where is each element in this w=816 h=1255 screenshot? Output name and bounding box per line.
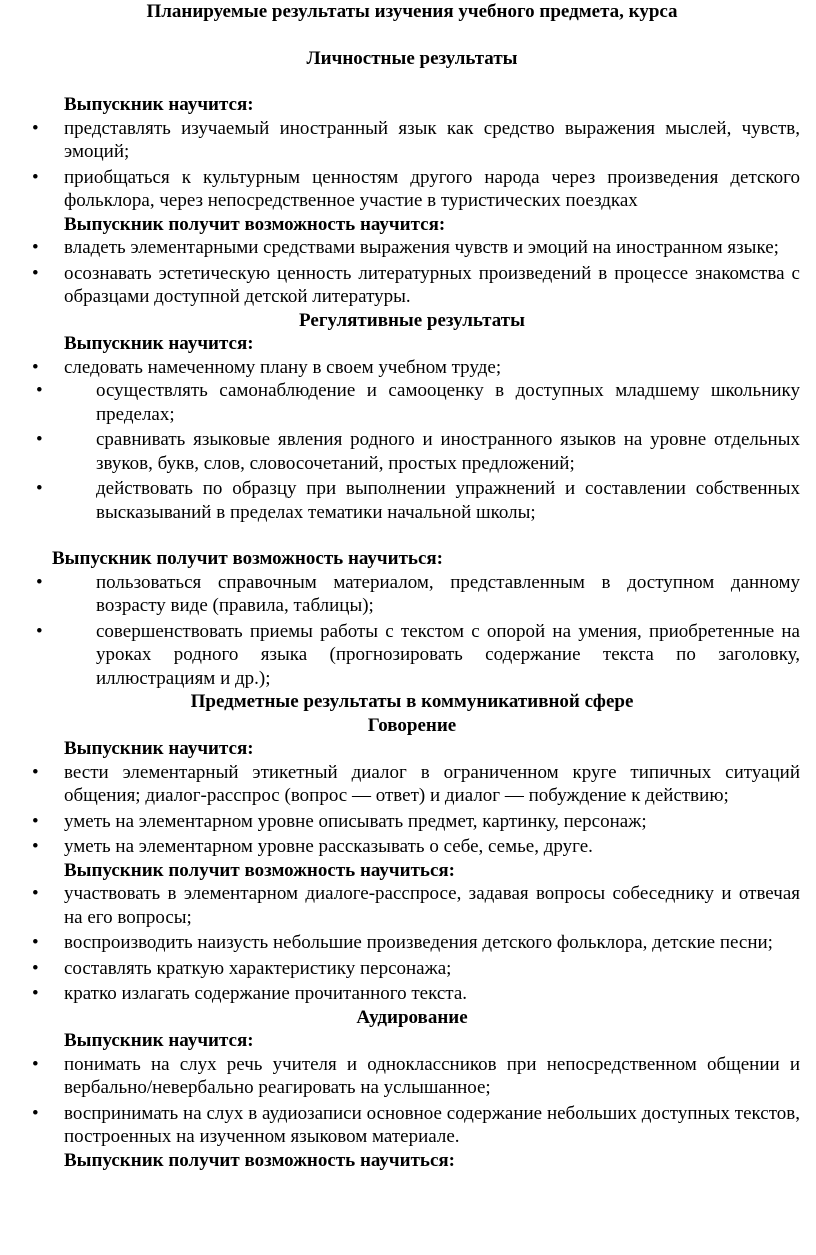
- list-item: • представлять изучаемый иностранный язык как средство выражения мыслей, чувств, эмоций;: [24, 117, 800, 164]
- list-item: • действовать по образцу при выполнении упражнений и составлении собственных высказываний в пределах тематики начальной школы;: [24, 477, 800, 524]
- list-item: • осуществлять самонаблюдение и самооценку в доступных младшему школьнику пределах;: [24, 379, 800, 426]
- list-item: • совершенствовать приемы работы с текстом с опорой на умения, приобретенные на уроках родного языка (прогнозировать содержание текста по заголовку, иллюстрациям и др.);: [24, 620, 800, 691]
- document-title: Планируемые результаты изучения учебного предмета, курса: [146, 1, 678, 22]
- bullet-icon: •: [32, 883, 39, 904]
- bullet-icon: •: [32, 836, 39, 857]
- speaking-learn-heading: Выпускник научится:: [64, 738, 254, 759]
- bullet-icon: •: [32, 262, 39, 284]
- bullet-icon: •: [36, 620, 43, 642]
- list-item: • пользоваться справочным материалом, представленным в доступном данному возрасту виде (правила, таблицы);: [24, 571, 800, 618]
- list-item: • уметь на элементарном уровне описывать предмет, картинку, персонаж;: [24, 810, 800, 834]
- list-item: • воспринимать на слух в аудиозаписи основное содержание небольших доступных текстов, построенных на изученном языковом материале.: [24, 1102, 800, 1149]
- listening-learn-list: [24, 1053, 800, 1149]
- regulatory-learn-list-b: [24, 379, 800, 524]
- list-item: • воспроизводить наизусть небольшие произведения детского фольклора, детские песни;: [24, 931, 800, 955]
- regulatory-learn-heading: Выпускник научится:: [64, 333, 254, 354]
- list-item: • уметь на элементарном уровне рассказывать о себе, семье, друге.: [24, 835, 800, 859]
- listening-learn-heading: Выпускник научится:: [64, 1030, 254, 1051]
- bullet-icon: •: [36, 429, 43, 450]
- speaking-learn-list: [24, 761, 800, 859]
- bullet-icon: •: [32, 237, 39, 258]
- speaking-heading: Говорение: [367, 714, 457, 736]
- regulatory-chance-heading: Выпускник получит возможность научиться:: [52, 548, 444, 569]
- subject-results-heading: Предметные результаты в коммуникативной сфере: [190, 691, 634, 712]
- bullet-icon: •: [32, 810, 39, 832]
- personal-learn-list: [24, 117, 800, 213]
- speaking-chance-list: [24, 882, 800, 1006]
- list-item: • приобщаться к культурным ценностям другого народа через произведения детского фольклора, через непосредственное участие в туристических поездках: [24, 166, 800, 213]
- list-item: • понимать на слух речь учителя и одноклассников при непосредственном общении и вербально/невербально реагировать на услышанное;: [24, 1053, 800, 1100]
- personal-learn-heading: Выпускник научится:: [64, 94, 254, 115]
- list-item: • кратко излагать содержание прочитанного текста.: [24, 982, 800, 1006]
- bullet-icon: •: [32, 761, 39, 783]
- bullet-icon: •: [32, 166, 39, 188]
- bullet-icon: •: [32, 117, 39, 139]
- bullet-icon: •: [36, 380, 43, 401]
- personal-chance-list: [24, 236, 800, 309]
- listening-chance-heading: Выпускник получит возможность научиться:: [64, 1149, 456, 1171]
- list-item: • составлять краткую характеристику персонажа;: [24, 957, 800, 981]
- listening-heading: Аудирование: [356, 1006, 468, 1028]
- list-item: • владеть элементарными средствами выражения чувств и эмоций на иностранном языке;: [24, 236, 800, 260]
- bullet-icon: •: [32, 983, 39, 1004]
- list-item: • осознавать эстетическую ценность литературных произведений в процессе знакомства с образцами доступной детской литературы.: [24, 262, 800, 309]
- regulatory-chance-list: [24, 571, 800, 691]
- bullet-icon: •: [36, 571, 43, 593]
- list-item: • сравнивать языковые явления родного и иностранного языков на уровне отдельных звуков, букв, слов, словосочетаний, простых предложений;: [24, 428, 800, 475]
- bullet-icon: •: [32, 1102, 39, 1124]
- personal-chance-heading: Выпускник получит возможность научится:: [64, 213, 446, 235]
- bullet-icon: •: [32, 1053, 39, 1075]
- list-item: • участвовать в элементарном диалоге-расспросе, задавая вопросы собеседнику и отвечая на его вопросы;: [24, 882, 800, 929]
- bullet-icon: •: [36, 478, 43, 499]
- personal-results-heading: Личностные результаты: [306, 47, 518, 69]
- bullet-icon: •: [32, 957, 39, 979]
- regulatory-results-heading: Регулятивные результаты: [299, 309, 525, 331]
- bullet-icon: •: [32, 356, 39, 378]
- list-item: • следовать намеченному плану в своем учебном труде;: [24, 356, 800, 380]
- speaking-chance-heading: Выпускник получит возможность научиться:: [64, 859, 456, 881]
- list-item: • вести элементарный этикетный диалог в ограниченном круге типичных ситуаций общения; диалог-расспрос (вопрос — ответ) и диалог — побуждение к действию;: [24, 761, 800, 808]
- regulatory-learn-list-a: [24, 356, 800, 380]
- bullet-icon: •: [32, 932, 39, 953]
